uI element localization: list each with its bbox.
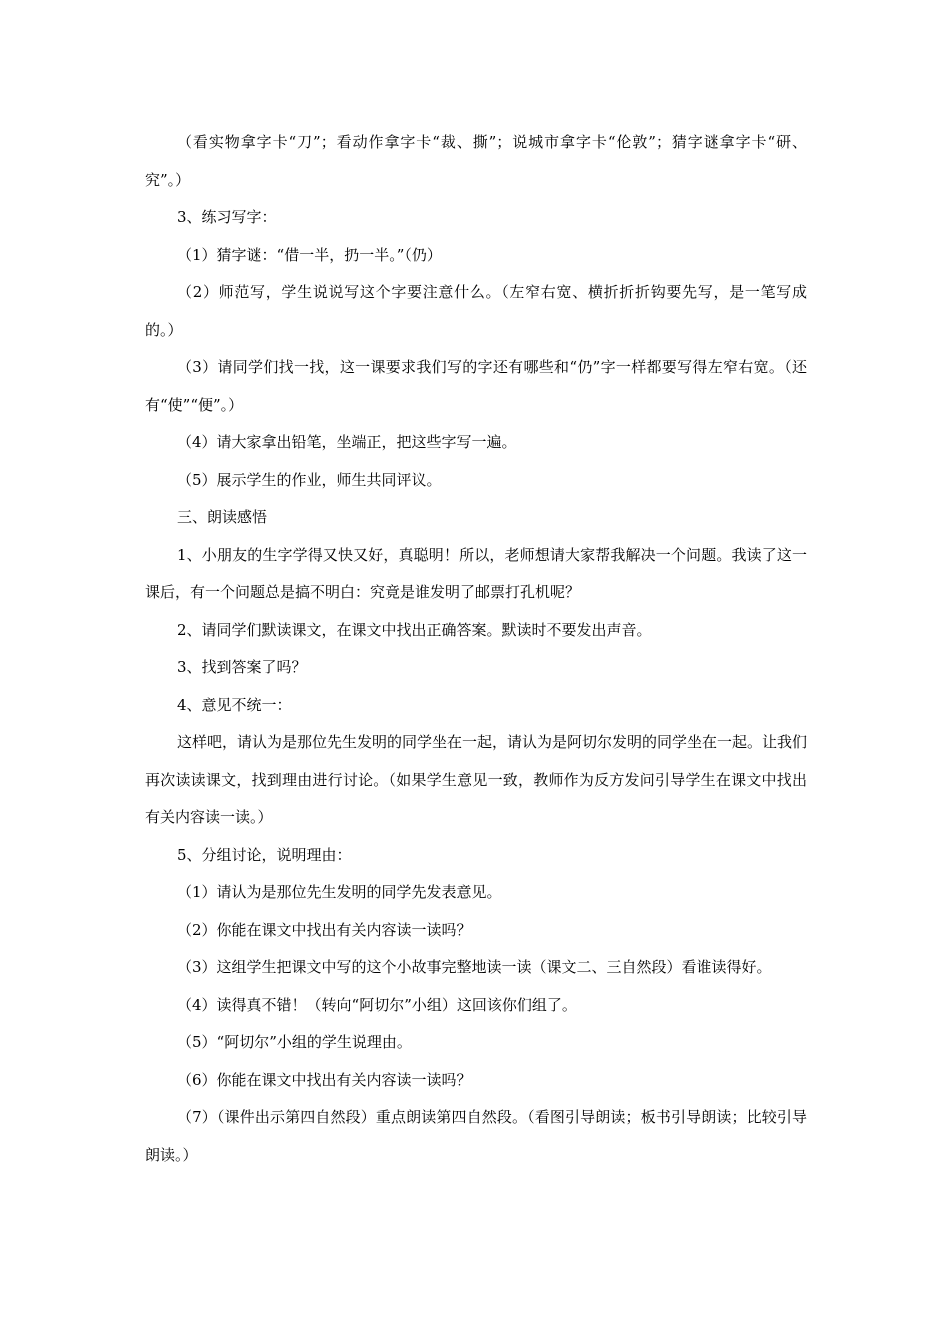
paragraph-21: （7）（课件出示第四自然段）重点朗读第四自然段。（看图引导朗读；板书引导朗读；比较引导朗读。） bbox=[145, 1108, 807, 1164]
paragraph-17: （3）这组学生把课文中写的这个小故事完整地读一读（课文二、三自然段）看谁读得好。 bbox=[177, 958, 772, 976]
paragraph-6: （4）请大家拿出铅笔，坐端正，把这些字写一遍。 bbox=[177, 433, 517, 451]
paragraph-13: 这样吧，请认为是那位先生发明的同学坐在一起，请认为是阿切尔发明的同学坐在一起。让我们再次读读课文，找到理由进行讨论。（如果学生意见一致，教师作为反方发问引导学生在课文中找出有关内容读一读。） bbox=[145, 733, 808, 826]
document-body bbox=[145, 124, 807, 1174]
paragraph-16: （2）你能在课文中找出有关内容读一读吗？ bbox=[177, 920, 472, 939]
paragraph-7: （5）展示学生的作业，师生共同评议。 bbox=[177, 470, 442, 489]
section-heading: 三、朗读感悟 bbox=[177, 508, 268, 526]
paragraph-3: （1）猜字谜：“借一半，扔一半。”（仍） bbox=[177, 245, 442, 264]
paragraph-15: （1）请认为是那位先生发明的同学先发表意见。 bbox=[177, 883, 502, 901]
paragraph-11: 3、找到答案了吗？ bbox=[177, 658, 307, 676]
paragraph-20: （6）你能在课文中找出有关内容读一读吗？ bbox=[177, 1070, 472, 1089]
paragraph-10: 2、请同学们默读课文，在课文中找出正确答案。默读时不要发出声音。 bbox=[177, 620, 652, 639]
paragraph-12: 4、意见不统一： bbox=[177, 695, 292, 714]
paragraph-4: （2）师范写，学生说说写这个字要注意什么。（左窄右宽、横折折折钩要先写，是一笔写成的。） bbox=[145, 283, 807, 339]
paragraph-5: （3）请同学们找一找，这一课要求我们写的字还有哪些和“仍”字一样都要写得左窄右宽。（还有“使”“便”。） bbox=[145, 358, 807, 414]
paragraph-14: 5、分组讨论，说明理由： bbox=[177, 845, 352, 864]
paragraph-18: （4）读得真不错！（转向“阿切尔”小组）这回该你们组了。 bbox=[177, 995, 577, 1014]
paragraph-19: （5）“阿切尔”小组的学生说理由。 bbox=[177, 1033, 412, 1051]
paragraph-9: 1、小朋友的生字学得又快又好，真聪明！所以，老师想请大家帮我解决一个问题。我读了这一课后，有一个问题总是搞不明白：究竟是谁发明了邮票打孔机呢？ bbox=[145, 545, 807, 601]
paragraph-1: （看实物拿字卡“刀”；看动作拿字卡“裁、撕”；说城市拿字卡“伦敦”；猜字谜拿字卡“研、究”。） bbox=[145, 133, 807, 189]
paragraph-2: 3、练习写字： bbox=[177, 208, 277, 226]
